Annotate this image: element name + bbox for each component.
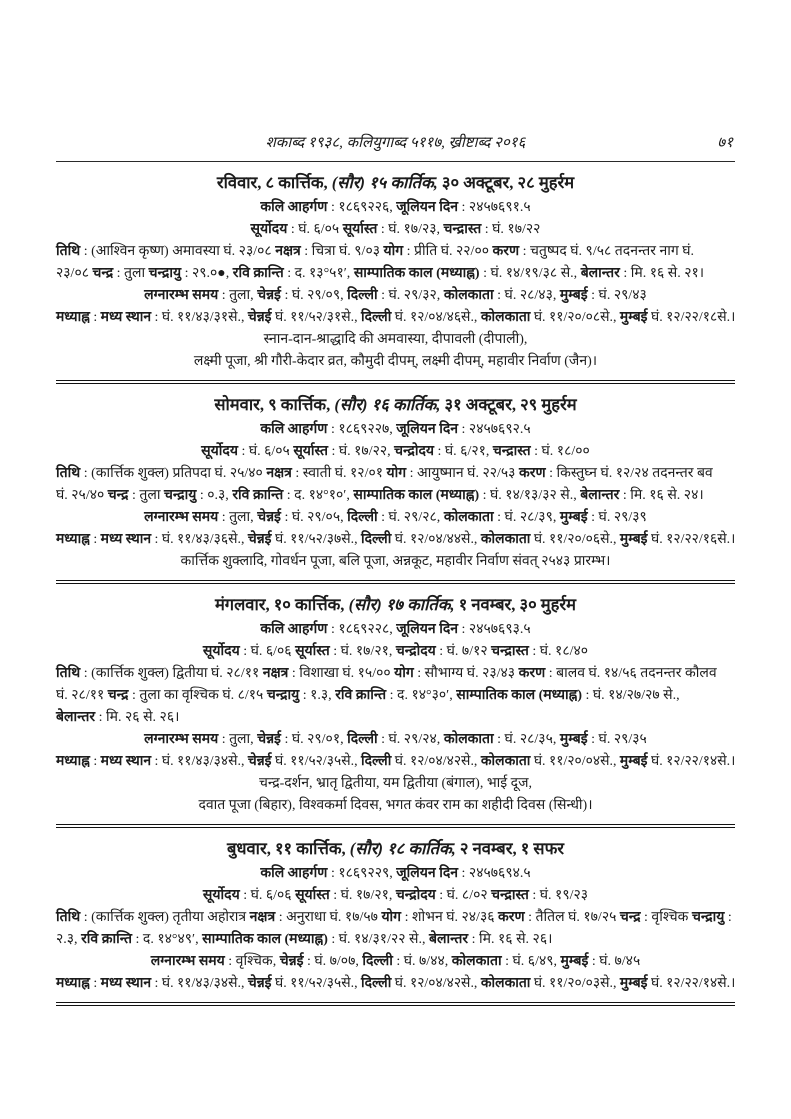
title-solar-date: (सौर) १७ कार्तिक, xyxy=(348,595,459,614)
lagna-line: लग्नारम्भ समय : तुला, चेन्नई : घं. २९/०५, दिल्ली : घं. २९/२८, कोलकाता : घं. २८/३९, मुम्बई : घं. २९/३९ xyxy=(144,510,647,525)
title-weekday-date: बुधवार, ११ कार्त्तिक, xyxy=(226,839,350,858)
festival-line: चन्द्र-दर्शन, भ्रातृ द्वितीया, यम द्वितीया (बंगाल), भाई दूज, xyxy=(258,776,532,791)
title-gregorian-hijri: १ नवम्बर, ३० मुहर्रम xyxy=(458,595,577,614)
era-line: शकाब्द १९३८, कलियुगाब्द ५११७, ख्रीष्टाब्द २०१६ xyxy=(265,135,526,151)
kali-ahargana-line: कलि आहर्गण : १८६९२२६, जूलियन दिन : २४५७६९१.५ xyxy=(260,200,531,215)
madhyahna-line: मध्याह्न : मध्य स्थान : घं. ११/४३/३४से., चेन्नई घं. ११/५२/३५से., दिल्ली घं. १२/०४/४२से., कोलकाता घं. ११/२०/०४से., मुम्बई घं. १२/२२/१४से.। xyxy=(56,754,736,769)
title-gregorian-hijri: ३१ अक्टूबर, २९ मुहर्रम xyxy=(444,395,577,414)
entry-separator xyxy=(56,380,735,384)
title-weekday-date: रविवार, ८ कार्त्तिक, xyxy=(216,173,332,192)
madhyahna-line: मध्याह्न : मध्य स्थान : घं. ११/४३/३१से., चेन्नई घं. ११/५२/३१से., दिल्ली घं. १२/०४/४६से., कोलकाता घं. ११/२०/०८से., मुम्बई घं. १२/२२/१८से.। xyxy=(56,310,736,325)
madhyahna-line: मध्याह्न : मध्य स्थान : घं. ११/४३/३६से., चेन्नई घं. ११/५२/३७से., दिल्ली घं. १२/०४/४४से., कोलकाता घं. ११/२०/०६से., मुम्बई घं. १२/२२/१६से.। xyxy=(56,532,736,547)
tithi-nakshatra-line: घं. २८/११ चन्द्र : तुला का वृश्चिक घं. ८/१५ चन्द्रायु : १.३, रवि क्रान्ति : द. १४°३०′, साम्पातिक काल (मध्याह्न) : घं. १४/२७/२७ से., xyxy=(56,688,680,703)
sunrise-sunset-line: सूर्योदय : घं. ६/०६ सूर्यास्त : घं. १७/२१, चन्द्रोदय : घं. ७/१२ चन्द्रास्त : घं. १८/४० xyxy=(202,644,589,659)
tithi-nakshatra-line: घं. २५/४० चन्द्र : तुला चन्द्रायु : ०.३, रवि क्रान्ति : द. १४°१०′, साम्पातिक काल (मध्याह्न) : घं. १४/१३/३२ से., बेलान्तर : मि. १६ से. २४। xyxy=(56,488,704,503)
header-rule xyxy=(56,161,735,162)
entry-title xyxy=(56,835,735,863)
madhyahna-line: मध्याह्न : मध्य स्थान : घं. ११/४३/३४से., चेन्नई घं. ११/५२/३५से., दिल्ली घं. १२/०४/४२से., कोलकाता घं. ११/२०/०३से., मुम्बई घं. १२/२२/१४से.। xyxy=(56,976,736,991)
title-solar-date: (सौर) १६ कार्तिक, xyxy=(334,395,445,414)
tithi-nakshatra-line: तिथि : (कार्त्तिक शुक्ल) प्रतिपदा घं. २५/४० नक्षत्र : स्वाती घं. १२/०१ योग : आयुष्मान घं. २२/५३ करण : किस्तुघ्न घं. १२/२४ तदनन्तर बव xyxy=(56,466,713,481)
kali-ahargana-line: कलि आहर्गण : १८६९२२८, जूलियन दिन : २४५७६९३.५ xyxy=(260,622,531,637)
festival-line: लक्ष्मी पूजा, श्री गौरी-केदार व्रत, कौमुदी दीपम्, लक्ष्मी दीपम्, महावीर निर्वाण (जैन)। xyxy=(193,354,598,369)
entries-list xyxy=(56,164,735,1006)
lagna-line: लग्नारम्भ समय : तुला, चेन्नई : घं. २९/०१, दिल्ली : घं. २९/२४, कोलकाता : घं. २८/३५, मुम्बई : घं. २९/३५ xyxy=(144,732,647,747)
lagna-line: लग्नारम्भ समय : तुला, चेन्नई : घं. २९/०९, दिल्ली : घं. २९/३२, कोलकाता : घं. २८/४३, मुम्बई : घं. २९/४३ xyxy=(144,288,647,303)
title-weekday-date: सोमवार, ९ कार्त्तिक, xyxy=(214,395,335,414)
festival-line: कार्त्तिक शुक्लादि, गोवर्धन पूजा, बलि पूजा, अन्नकूट, महावीर निर्वाण संवत् २५४३ प्रारम्भ। xyxy=(180,554,611,569)
title-weekday-date: मंगलवार, १० कार्त्तिक, xyxy=(214,595,349,614)
panchang-entry xyxy=(56,830,735,1000)
panchang-entry xyxy=(56,386,735,578)
lagna-line: लग्नारम्भ समय : वृश्चिक, चेन्नई : घं. ७/०७, दिल्ली : घं. ७/४४, कोलकाता : घं. ६/४९, मुम्बई : घं. ७/४५ xyxy=(150,954,641,969)
page-number: ७१ xyxy=(717,135,733,151)
sunrise-sunset-line: सूर्योदय : घं. ६/०५ सूर्यास्त : घं. १७/२३, चन्द्रास्त : घं. १७/२२ xyxy=(250,222,541,237)
entry-title xyxy=(56,169,735,197)
tithi-nakshatra-line: तिथि : (कार्त्तिक शुक्ल) तृतीया अहोरात्र नक्षत्र : अनुराधा घं. १७/५७ योग : शोभन घं. २४/३६ करण : तैतिल घं. १७/२५ चन्द्र : वृश्चिक चन्द्रायु : xyxy=(56,910,732,925)
entry-separator xyxy=(56,580,735,584)
bottom-rule xyxy=(56,1002,735,1006)
festival-line: दवात पूजा (बिहार), विश्वकर्मा दिवस, भगत कंवर राम का शहीदी दिवस (सिन्धी)। xyxy=(198,798,593,813)
tithi-nakshatra-line: बेलान्तर : मि. २६ से. २६। xyxy=(56,710,180,725)
tithi-nakshatra-line: २.३, रवि क्रान्ति : द. १४°४९′, साम्पातिक काल (मध्याह्न) : घं. १४/३१/२२ से., बेलान्तर : मि. १६ से. २६। xyxy=(56,932,553,947)
tithi-nakshatra-line: तिथि : (आश्विन कृष्ण) अमावस्या घं. २३/०८ नक्षत्र : चित्रा घं. ९/०३ योग : प्रीति घं. २२/०० करण : चतुष्पद घं. ९/५८ तदनन्तर नाग घं. xyxy=(56,244,695,259)
entry-title xyxy=(56,591,735,619)
title-solar-date: (सौर) १८ कार्तिक, xyxy=(349,839,460,858)
panchang-entry xyxy=(56,586,735,822)
title-solar-date: (सौर) १५ कार्तिक, xyxy=(331,173,442,192)
entry-title xyxy=(56,391,735,419)
title-gregorian-hijri: ३० अक्टूबर, २८ मुहर्रम xyxy=(441,173,575,192)
sunrise-sunset-line: सूर्योदय : घं. ६/०५ सूर्यास्त : घं. १७/२२, चन्द्रोदय : घं. ६/२१, चन्द्रास्त : घं. १८/०० xyxy=(201,444,590,459)
tithi-nakshatra-line: २३/०८ चन्द्र : तुला चन्द्रायु : २९.०●, रवि क्रान्ति : द. १३°५१′, साम्पातिक काल (मध्याह्न) : घं. १४/१९/३८ से., बेलान्तर : मि. १६ से. २१। xyxy=(56,266,705,281)
tithi-nakshatra-line: तिथि : (कार्त्तिक शुक्ल) द्वितीया घं. २८/११ नक्षत्र : विशाखा घं. १५/०० योग : सौभाग्य घं. २३/४३ करण : बालव घं. १४/५६ तदनन्तर कौलव xyxy=(56,666,717,681)
title-gregorian-hijri: २ नवम्बर, १ सफर xyxy=(459,839,565,858)
festival-line: स्नान-दान-श्राद्धादि की अमवास्या, दीपावली (दीपाली), xyxy=(263,332,528,347)
page-header xyxy=(56,130,735,156)
sunrise-sunset-line: सूर्योदय : घं. ६/०६ सूर्यास्त : घं. १७/२१, चन्द्रोदय : घं. ८/०२ चन्द्रास्त : घं. १९/२३ xyxy=(202,888,589,903)
kali-ahargana-line: कलि आहर्गण : १८६९२२७, जूलियन दिन : २४५७६९२.५ xyxy=(260,422,531,437)
kali-ahargana-line: कलि आहर्गण : १८६९२२९, जूलियन दिन : २४५७६९४.५ xyxy=(260,866,531,881)
entry-separator xyxy=(56,824,735,828)
panchang-entry xyxy=(56,164,735,378)
